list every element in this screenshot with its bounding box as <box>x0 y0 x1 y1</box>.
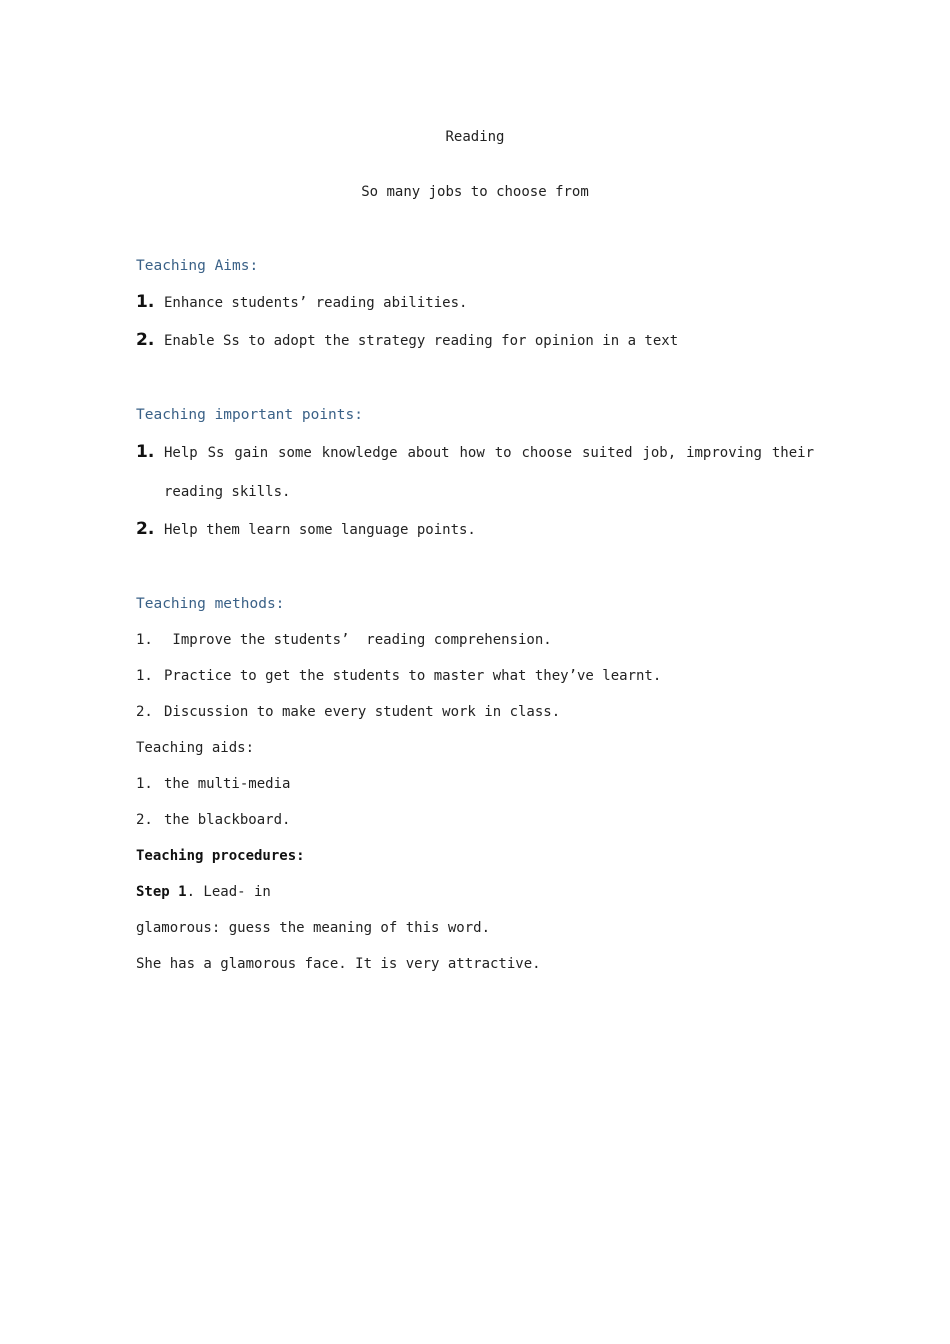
procedures-heading: Teaching procedures: <box>136 848 305 864</box>
methods-item-2-text: Practice to get the students to master what they’ve learnt. <box>164 668 662 684</box>
methods-item-3-text: Discussion to make every student work in class. <box>164 704 561 720</box>
methods-item-2 <box>136 666 661 686</box>
methods-item-3-number: 2. <box>136 704 153 720</box>
methods-item-3 <box>136 702 560 722</box>
aids-item-1 <box>136 774 290 794</box>
points-item-1-continuation: reading skills. <box>164 484 291 500</box>
aids-heading: Teaching aids: <box>136 740 255 756</box>
procedure-line-1: glamorous: guess the meaning of this word. <box>136 920 491 936</box>
document-subtitle: So many jobs to choose from <box>361 184 589 200</box>
aims-item-1-number: 1. <box>136 292 155 312</box>
aims-item-2-text: Enable Ss to adopt the strategy reading for opinion in a text <box>164 333 679 349</box>
points-item-2-number: 2. <box>136 519 155 539</box>
methods-item-2-number: 1. <box>136 668 153 684</box>
aids-item-2-text: the blackboard. <box>164 812 291 828</box>
methods-item-1-text: Improve the students’ reading comprehension. <box>164 632 552 648</box>
important-points-heading: Teaching important points: <box>136 407 363 423</box>
points-item-2 <box>136 519 476 540</box>
teaching-aims-heading: Teaching Aims: <box>136 258 259 274</box>
aims-item-2-number: 2. <box>136 330 155 350</box>
points-item-2-text: Help them learn some language points. <box>164 522 476 538</box>
points-item-1-number: 1. <box>136 442 155 462</box>
step-1-line <box>136 882 271 902</box>
aids-item-2 <box>136 810 290 830</box>
methods-item-1 <box>136 630 552 650</box>
aims-item-1-text: Enhance students’ reading abilities. <box>164 295 468 311</box>
methods-heading: Teaching methods: <box>136 596 285 612</box>
aids-item-1-text: the multi-media <box>164 776 291 792</box>
step-1-label: Step 1 <box>136 884 187 900</box>
step-1-text: . Lead- in <box>186 884 271 900</box>
aids-item-2-number: 2. <box>136 812 153 828</box>
procedure-line-2: She has a glamorous face. It is very attractive. <box>136 956 541 972</box>
aims-item-1 <box>136 292 467 313</box>
aims-item-2 <box>136 330 678 351</box>
document-title: Reading <box>445 129 505 145</box>
points-item-1 <box>136 442 814 463</box>
methods-item-1-number: 1. <box>136 632 153 648</box>
points-item-1-text: Help Ss gain some knowledge about how to choose suited job, improving their <box>164 445 814 461</box>
aids-item-1-number: 1. <box>136 776 153 792</box>
